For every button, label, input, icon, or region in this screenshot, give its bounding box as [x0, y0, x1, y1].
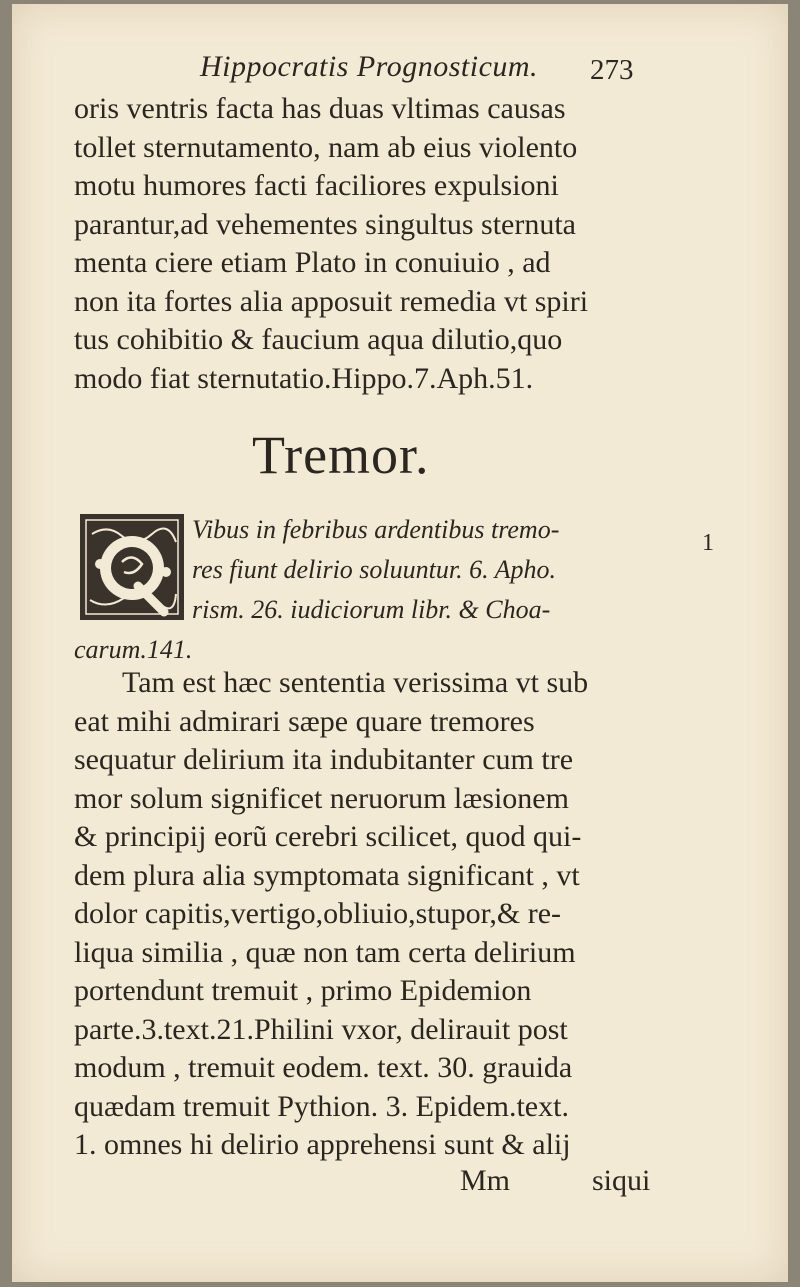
catchword-line [12, 1164, 788, 1204]
text-line: Tam est hæc sententia verissima vt sub [122, 666, 589, 699]
text-line: dolor capitis,vertigo,obliuio,stupor,& re- [74, 897, 562, 930]
signature-mark: Mm [460, 1164, 511, 1197]
aphorism-line: Vibus in febribus ardentibus tremo- [192, 515, 560, 544]
section-heading: Tremor. [252, 425, 430, 485]
body-text-top [74, 90, 664, 398]
text-line: tollet sternutamento, nam ab eius violento [74, 130, 578, 164]
text-line: quædam tremuit Pythion. 3. Epidem.text. [74, 1089, 569, 1123]
text-line: & principij eorũ cerebri scilicet, quod qui- [74, 820, 582, 853]
text-line: 1. omnes hi delirio apprehensi sunt & alij [74, 1128, 571, 1161]
text-line: motu humores facti faciliores expulsioni [74, 169, 559, 202]
aphorism-tail: carum.141. [74, 635, 193, 664]
body-text-bottom [74, 664, 664, 1165]
text-line: eat mihi admirari sæpe quare tremores [74, 704, 535, 738]
running-head [12, 50, 788, 90]
text-line: non ita fortes alia apposuit remedia vt spiri [74, 284, 589, 318]
text-line: dem plura alia symptomata significant , vt [74, 858, 580, 892]
decorated-initial-q-icon [78, 512, 186, 622]
text-line: parantur,ad vehementes singultus sternuta [74, 207, 576, 241]
text-line: oris ventris facta has duas vltimas causas [74, 92, 566, 125]
text-line: mor solum significet neruorum læsionem [74, 781, 569, 815]
text-line: sequatur delirium ita indubitanter cum tre [74, 743, 574, 776]
text-line: modo fiat sternutatio.Hippo.7.Aph.51. [74, 361, 534, 395]
aphorism-line: rism. 26. iudiciorum libr. & Choa- [192, 595, 551, 624]
text-line: portendunt tremuit , primo Epidemion [74, 974, 532, 1007]
margin-number: 1 [702, 530, 714, 556]
catchword: siqui [592, 1164, 651, 1197]
aphorism-line: res fiunt delirio soluuntur. 6. Apho. [192, 555, 557, 584]
text-line: liqua similia , quæ non tam certa delirium [74, 935, 576, 969]
page-number: 273 [590, 54, 634, 86]
aphorism-text [192, 510, 662, 630]
text-line: menta ciere etiam Plato in conuiuio , ad [74, 246, 551, 279]
text-line: tus cohibitio & faucium aqua dilutio,quo [74, 323, 563, 356]
running-title: Hippocratis Prognosticum. [200, 50, 539, 83]
book-page [12, 4, 788, 1282]
text-line: modum , tremuit eodem. text. 30. grauida [74, 1051, 573, 1084]
text-line: parte.3.text.21.Philini vxor, delirauit post [74, 1012, 568, 1046]
